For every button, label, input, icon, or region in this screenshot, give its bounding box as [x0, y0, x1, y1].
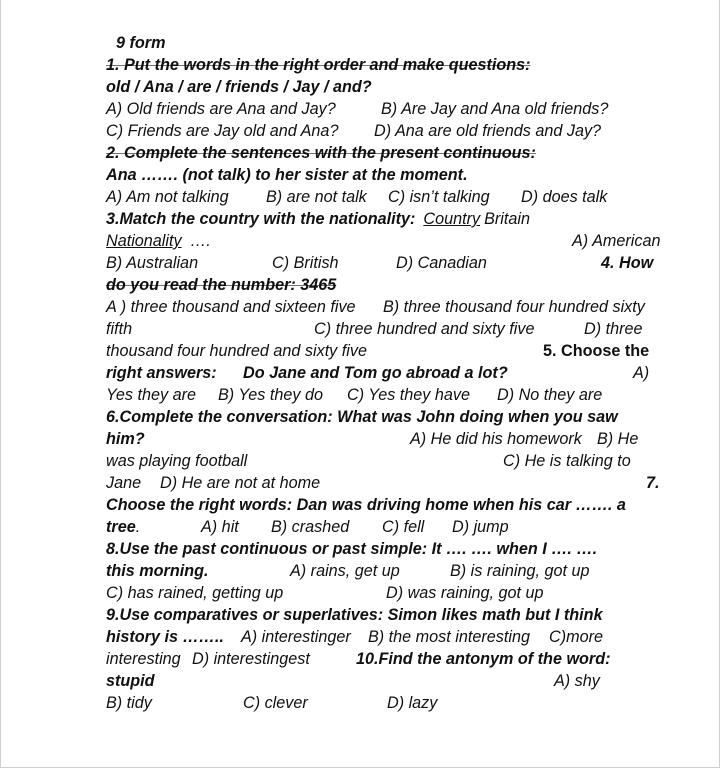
q8-prompt: 8.Use the past continuous or past simple: It …. …. when I …. ….: [106, 540, 598, 558]
q9-prompt-cont: history is ……..: [106, 628, 224, 646]
q3-option-b[interactable]: B) Australian: [106, 254, 199, 272]
q7-option-b[interactable]: B) crashed: [271, 518, 350, 536]
q6-options-row2: [106, 450, 666, 472]
q5-options: [106, 384, 666, 406]
q4-options-row1: [106, 296, 666, 318]
q5-option-a[interactable]: A): [633, 364, 650, 382]
q8-options-row1: [106, 560, 666, 582]
q3-nationality-line: [106, 230, 666, 252]
q5-prompt-start: 5. Choose the: [543, 342, 650, 360]
q1-options-row1: [106, 98, 666, 120]
q6-prompt-cont: him?: [106, 430, 145, 448]
q6-options-row1: [106, 428, 666, 450]
q10-word-line: [106, 670, 666, 692]
q1-option-d[interactable]: D) Ana are old friends and Jay?: [374, 122, 602, 140]
q6-prompt: 6.Complete the conversation: What was John doing when you saw: [106, 408, 618, 426]
q3-prompt-line: [106, 208, 666, 230]
q6-option-d[interactable]: D) He are not at home: [160, 474, 321, 492]
worksheet-title: 9 form: [116, 34, 166, 52]
q5-question: Do Jane and Tom go abroad a lot?: [243, 364, 508, 382]
worksheet: [106, 32, 666, 714]
q1-option-b[interactable]: B) Are Jay and Ana old friends?: [381, 100, 609, 118]
q8-prompt-cont: this morning.: [106, 562, 209, 580]
q1-option-c[interactable]: C) Friends are Jay old and Ana?: [106, 122, 339, 140]
q7-prompt-cont: tree: [106, 518, 136, 536]
q4-option-b-cont: fifth: [106, 320, 133, 338]
q4-option-b[interactable]: B) three thousand four hundred sixty: [383, 298, 645, 316]
q4-option-a[interactable]: A ) three thousand and sixteen five: [106, 298, 356, 316]
q5-option-c[interactable]: C) Yes they have: [347, 386, 470, 404]
q4-prompt: do you read the number: 3465: [106, 276, 337, 294]
q4-options-row2: [106, 318, 666, 340]
q6-option-a[interactable]: A) He did his homework: [410, 430, 582, 448]
q3-nationality-label: Nationality: [106, 232, 182, 250]
q6-options-row3: [106, 472, 666, 494]
q9-option-d[interactable]: D) interestingest: [192, 650, 310, 668]
q5-prompt: right answers:: [106, 364, 217, 382]
q8-option-c[interactable]: C) has rained, getting up: [106, 584, 284, 602]
q4-prompt-start: 4. How: [601, 254, 654, 272]
q6-option-c[interactable]: C) He is talking to: [503, 452, 631, 470]
q2-option-a[interactable]: A) Am not talking: [106, 188, 229, 206]
q1-options-row2: [106, 120, 666, 142]
q3-prompt: 3.Match the country with the nationality:: [106, 210, 416, 228]
q2-options: [106, 186, 666, 208]
q7-option-c[interactable]: C) fell: [382, 518, 425, 536]
q2-option-d[interactable]: D) does talk: [521, 188, 608, 206]
q3-country: Britain: [484, 210, 530, 228]
q8-option-a[interactable]: A) rains, get up: [290, 562, 400, 580]
q2-option-b[interactable]: B) are not talk: [266, 188, 367, 206]
q7-number: 7.: [646, 474, 660, 492]
q1-prompt: 1. Put the words in the right order and make questions:: [106, 56, 531, 74]
q10-option-b[interactable]: B) tidy: [106, 694, 152, 712]
q9-options-row2: [106, 648, 666, 670]
q10-option-a[interactable]: A) shy: [554, 672, 600, 690]
q2-option-c[interactable]: C) isn’t talking: [388, 188, 490, 206]
q10-options: [106, 692, 666, 714]
q7-period: .: [135, 518, 141, 536]
q5-prompt-line: [106, 362, 666, 384]
q9-prompt: 9.Use comparatives or superlatives: Simon likes math but I think: [106, 606, 603, 624]
q9-option-b[interactable]: B) the most interesting: [368, 628, 530, 646]
q4-option-d[interactable]: D) three: [584, 320, 643, 338]
q10-word: stupid: [106, 672, 155, 690]
q2-sentence: Ana ……. (not talk) to her sister at the moment.: [106, 166, 468, 184]
q8-option-b[interactable]: B) is raining, got up: [450, 562, 590, 580]
q9-option-c[interactable]: C)more: [549, 628, 603, 646]
q9-option-c-cont: interesting: [106, 650, 181, 668]
q9-option-a[interactable]: A) interestinger: [241, 628, 351, 646]
q5-option-a-cont: Yes they are: [106, 386, 196, 404]
q1-words: old / Ana / are / friends / Jay / and?: [106, 78, 372, 96]
q1-option-a[interactable]: A) Old friends are Ana and Jay?: [106, 100, 336, 118]
q3-option-d[interactable]: D) Canadian: [396, 254, 487, 272]
q8-options-row2: [106, 582, 666, 604]
q3-options: [106, 252, 666, 274]
q4-options-row3: [106, 340, 666, 362]
q7-option-d[interactable]: D) jump: [452, 518, 509, 536]
q6-option-c-cont: Jane: [106, 474, 142, 492]
q5-option-d[interactable]: D) No they are: [497, 386, 603, 404]
q10-option-c[interactable]: C) clever: [243, 694, 308, 712]
q7-options: [106, 516, 666, 538]
q7-prompt: Choose the right words: Dan was driving home when his car ……. a: [106, 496, 626, 514]
q3-option-a[interactable]: A) American: [572, 232, 661, 250]
q6-option-b[interactable]: B) He: [597, 430, 639, 448]
q3-country-label: Country: [423, 210, 481, 228]
q4-option-c[interactable]: C) three hundred and sixty five: [314, 320, 535, 338]
q6-option-b-cont: was playing football: [106, 452, 248, 470]
q2-prompt: 2. Complete the sentences with the present continuous:: [106, 144, 536, 162]
q8-option-d[interactable]: D) was raining, got up: [386, 584, 544, 602]
q4-option-d-cont: thousand four hundred and sixty five: [106, 342, 367, 360]
q7-option-a[interactable]: A) hit: [201, 518, 239, 536]
q9-options-row1: [106, 626, 666, 648]
q10-option-d[interactable]: D) lazy: [387, 694, 438, 712]
q3-option-c[interactable]: C) British: [272, 254, 339, 272]
q5-option-b[interactable]: B) Yes they do: [218, 386, 323, 404]
q3-dots: ….: [190, 232, 211, 250]
q10-prompt: 10.Find the antonym of the word:: [356, 650, 611, 668]
